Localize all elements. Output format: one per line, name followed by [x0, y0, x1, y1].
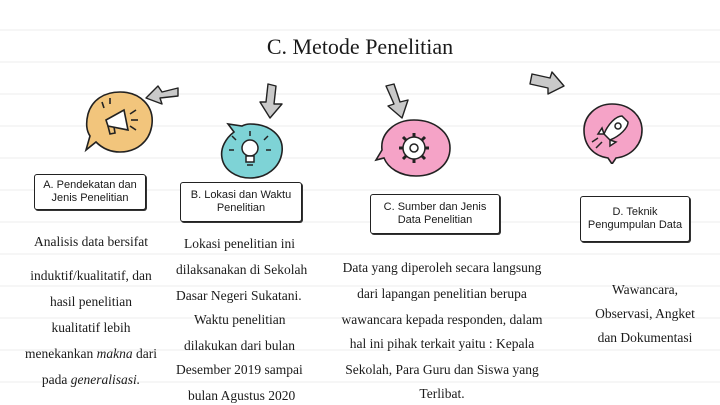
gear-icon [399, 133, 429, 163]
text-d-line: Observasi, Angket [595, 306, 695, 321]
arrow-d [530, 72, 564, 94]
text-b-line: Lokasi penelitian ini [184, 236, 295, 251]
text-b-line: dilakukan dari bulan [184, 338, 295, 353]
text-b-line: bulan Agustus 2020 [188, 388, 296, 403]
text-a-line: hasil penelitian [49, 294, 133, 309]
text-c-line: Data yang diperoleh secara langsung [342, 260, 542, 275]
text-c-line: Terlibat. [419, 386, 465, 401]
text-c-line: dari lapangan penelitian berupa [357, 286, 527, 301]
arrow-b [260, 84, 282, 118]
bubble-b [214, 120, 290, 184]
text-a-line: induktif/kualitatif, dan [30, 268, 152, 283]
text-a-line: kualitatif lebih [51, 320, 131, 335]
text-a-line: Analisis data bersifat [34, 234, 148, 249]
text-d-line: dan Dokumentasi [597, 330, 693, 345]
bubble-d [578, 100, 648, 164]
label-b: B. Lokasi dan Waktu Penelitian [180, 182, 302, 222]
text-b-line: Dasar Negeri Sukatani. [176, 288, 302, 303]
text-d-line: Wawancara, [612, 282, 678, 297]
text-a-line: menekankan makna dari [25, 346, 157, 361]
label-a: A. Pendekatan dan Jenis Penelitian [34, 174, 146, 210]
label-d: D. Teknik Pengumpulan Data [580, 196, 690, 242]
text-c-line: wawancara kepada responden, dalam [341, 312, 543, 327]
text-b-line: Desember 2019 sampai [176, 362, 303, 377]
bubble-a [80, 86, 160, 158]
page-title: C. Metode Penelitian [266, 34, 454, 59]
text-a-line: pada generalisasi. [41, 372, 141, 387]
text-b-line: dilaksanakan di Sekolah [176, 262, 308, 277]
text-c-line: hal ini pihak terkait yaitu : Kepala [349, 336, 535, 351]
arrow-c [386, 84, 408, 118]
text-c-line: Sekolah, Para Guru dan Siswa yang [345, 362, 539, 377]
bubble-c [372, 116, 456, 182]
label-c: C. Sumber dan Jenis Data Penelitian [370, 194, 500, 234]
text-b-line: Waktu penelitian [194, 312, 286, 327]
